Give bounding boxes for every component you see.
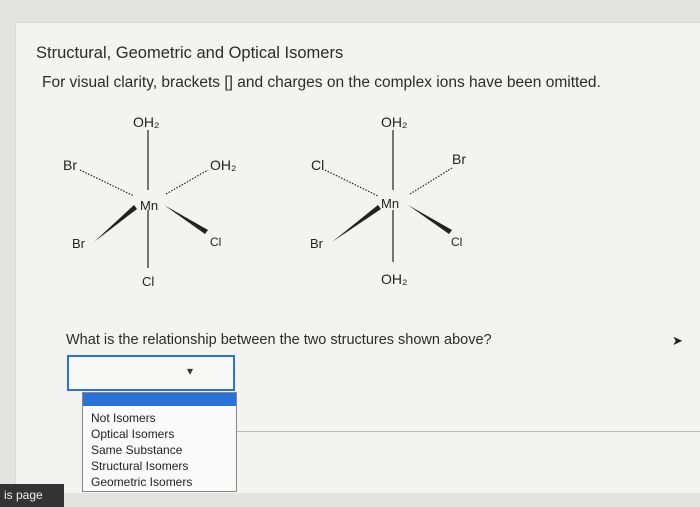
mol2-bottom-ligand: OH₂ xyxy=(381,271,408,287)
answer-select[interactable] xyxy=(67,355,235,391)
divider xyxy=(237,431,700,432)
mol2-center-atom: Mn xyxy=(381,196,400,211)
mol1-upper-right-ligand: OH₂ xyxy=(210,157,237,173)
option-structural-isomers[interactable]: Structural Isomers xyxy=(91,459,189,473)
mol2-top-ligand: OH₂ xyxy=(381,114,408,130)
mol1-top-ligand: OH₂ xyxy=(133,114,160,130)
mol1-lower-right-ligand: Cl xyxy=(210,235,222,249)
mol1-center-atom: Mn xyxy=(140,198,159,213)
mol2-upper-right-ligand: Br xyxy=(452,151,466,167)
option-optical-isomers[interactable]: Optical Isomers xyxy=(91,427,175,441)
mol2-upper-left-ligand: Cl xyxy=(311,157,325,173)
page-title: Structural, Geometric and Optical Isomers xyxy=(36,44,344,62)
mol1-bottom-ligand: Cl xyxy=(142,274,155,289)
option-same-substance[interactable]: Same Substance xyxy=(91,443,183,457)
dropdown-highlight-bar xyxy=(83,393,236,406)
answer-dropdown-menu xyxy=(82,392,237,492)
molecule-2 xyxy=(310,114,466,287)
option-geometric-isomers[interactable]: Geometric Isomers xyxy=(91,475,193,489)
option-not-isomers[interactable]: Not Isomers xyxy=(91,411,156,425)
question-text: What is the relationship between the two structures shown above? xyxy=(66,332,492,348)
pointer-arrow-icon: ➤ xyxy=(672,333,683,348)
mol2-lower-right-ligand: Cl xyxy=(451,235,463,249)
updown-arrows-icon: ▾ xyxy=(187,364,194,378)
page-tab[interactable]: is page xyxy=(0,484,64,507)
mol1-lower-left-ligand: Br xyxy=(72,236,85,251)
mol1-upper-left-ligand: Br xyxy=(63,157,77,173)
mol2-lower-left-ligand: Br xyxy=(310,236,323,251)
instruction-note: For visual clarity, brackets [] and charges on the complex ions have been omitted. xyxy=(42,74,601,91)
molecule-1 xyxy=(63,114,236,289)
